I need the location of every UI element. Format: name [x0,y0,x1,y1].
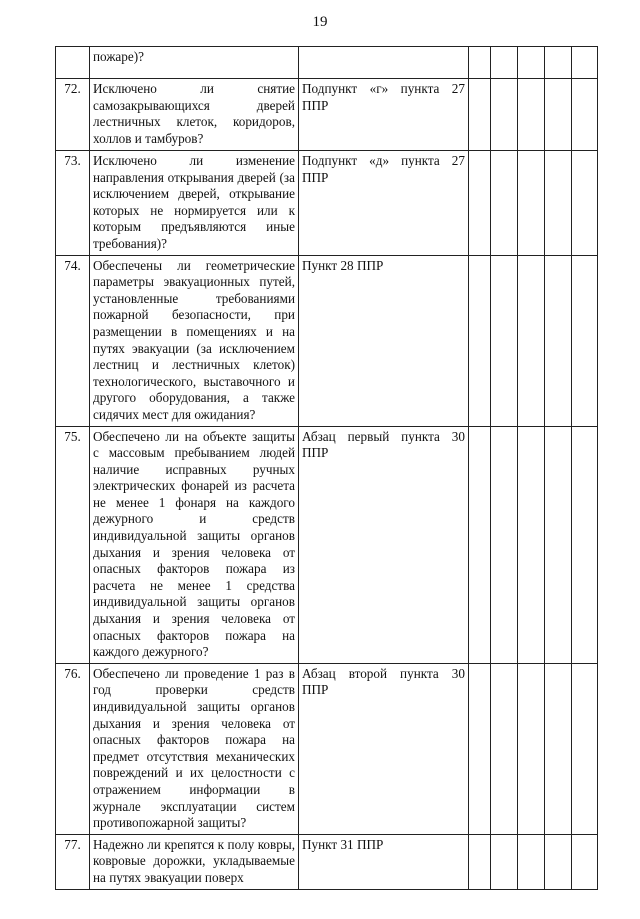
question-text: пожаре)? [90,47,299,79]
blank-cell [518,663,545,834]
table-row [56,151,598,256]
blank-cell [518,426,545,663]
blank-cell [545,47,572,79]
reference-text: Подпункт «г» пункта 27 ППР [299,79,469,151]
blank-cell [469,79,491,151]
table-row [56,426,598,663]
blank-cell [545,663,572,834]
blank-cell [469,151,491,256]
blank-cell [518,834,545,889]
reference-text: Пункт 31 ППР [299,834,469,889]
row-number: 77. [56,834,90,889]
blank-cell [572,834,598,889]
blank-cell [545,255,572,426]
checklist-table [55,46,598,890]
blank-cell [491,663,518,834]
question-text: Обеспечено ли проведение 1 раз в год проверки средств индивидуальной защиты органов дыхания и зрения человека от опасных факторов пожара на предмет отсутствия механических повреждений и их целостности с отражением информации в журнале эксплуатации систем противопожарной защиты? [90,663,299,834]
blank-cell [572,255,598,426]
question-text: Обеспечено ли на объекте защиты с массовым пребыванием людей наличие исправных ручных электрических фонарей из расчета не менее 1 фонаря на каждого дежурного и средств индивидуальной защиты органов дыхания и зрения человека от опасных факторов пожара из расчета не менее 1 средства индивидуальной защиты органов дыхания и зрения человека от опасных факторов пожара на каждого дежурного? [90,426,299,663]
row-number: 74. [56,255,90,426]
page-number: 19 [312,14,328,30]
blank-cell [491,47,518,79]
blank-cell [545,151,572,256]
blank-cell [469,834,491,889]
blank-cell [491,255,518,426]
question-text: Исключено ли снятие самозакрывающихся дверей лестничных клеток, коридоров, холлов и тамбуров? [90,79,299,151]
row-number: 72. [56,79,90,151]
table-row [56,663,598,834]
table-row [56,834,598,889]
reference-text: Пункт 28 ППР [299,255,469,426]
blank-cell [491,151,518,256]
blank-cell [572,426,598,663]
question-text: Исключено ли изменение направления открывания дверей (за исключением дверей, открывание которых не нормируется или к которым предъявляются иные требования)? [90,151,299,256]
blank-cell [572,663,598,834]
blank-cell [572,151,598,256]
blank-cell [469,47,491,79]
blank-cell [545,834,572,889]
reference-text: Абзац первый пункта 30 ППР [299,426,469,663]
blank-cell [469,255,491,426]
blank-cell [518,47,545,79]
reference-text: Абзац второй пункта 30 ППР [299,663,469,834]
reference-text [299,47,469,79]
blank-cell [518,255,545,426]
blank-cell [469,663,491,834]
blank-cell [545,79,572,151]
blank-cell [518,79,545,151]
question-text: Надежно ли крепятся к полу ковры, ковровые дорожки, укладываемые на путях эвакуации поверх [90,834,299,889]
row-number [56,47,90,79]
blank-cell [491,834,518,889]
blank-cell [572,47,598,79]
row-number: 75. [56,426,90,663]
table-row [56,79,598,151]
question-text: Обеспечены ли геометрические параметры эвакуационных путей, установленные требованиями пожарной безопасности, при размещении в помещениях и на путях эвакуации (за исключением лестниц и лестничных клеток) технологического, выставочного и другого оборудования, а также сидячих мест для ожидания? [90,255,299,426]
reference-text: Подпункт «д» пункта 27 ППР [299,151,469,256]
blank-cell [545,426,572,663]
blank-cell [518,151,545,256]
blank-cell [491,79,518,151]
row-number: 73. [56,151,90,256]
table-row [56,255,598,426]
table-row [56,47,598,79]
row-number: 76. [56,663,90,834]
blank-cell [491,426,518,663]
blank-cell [572,79,598,151]
blank-cell [469,426,491,663]
